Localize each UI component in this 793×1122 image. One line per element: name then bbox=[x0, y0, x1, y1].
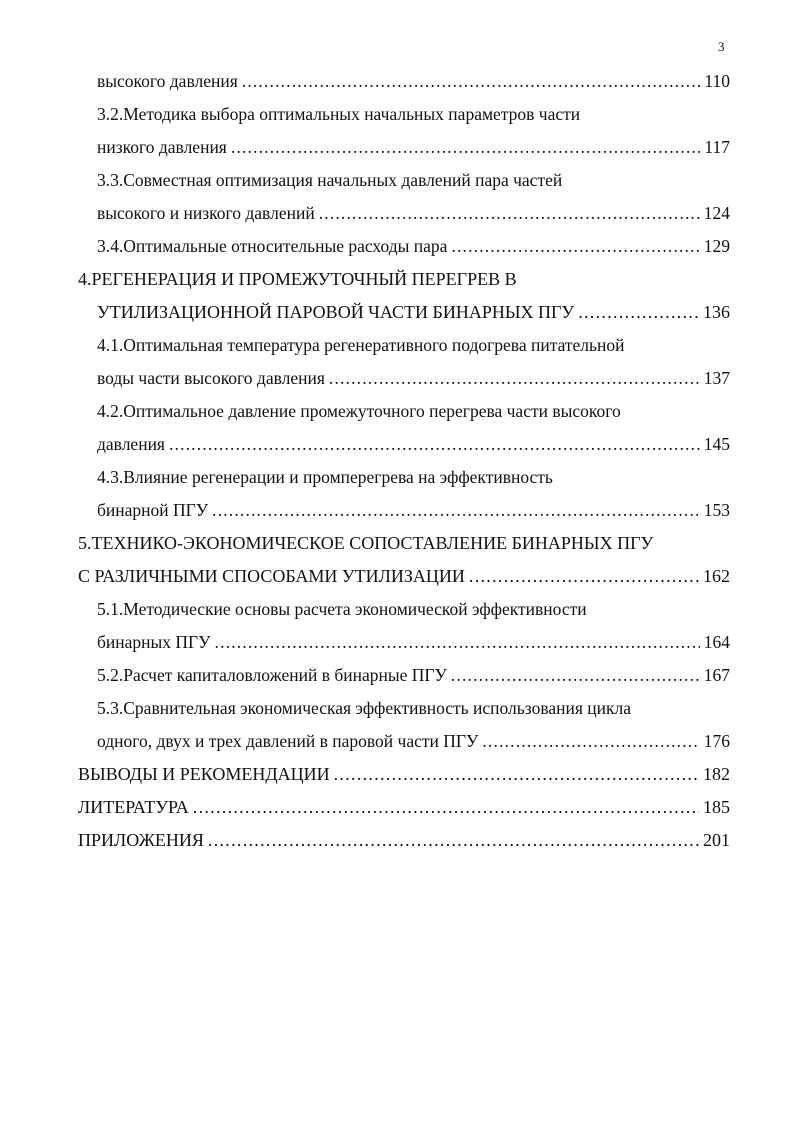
dot-leader bbox=[169, 431, 700, 457]
toc-entry-page: 137 bbox=[703, 368, 730, 388]
toc-literature[interactable] bbox=[78, 794, 730, 820]
toc-entry-3-2[interactable] bbox=[97, 101, 730, 127]
toc-entry-text: высокого и низкого давлений bbox=[97, 203, 315, 223]
toc-entry-4-3[interactable] bbox=[97, 464, 730, 490]
toc-entry-page: 182 bbox=[703, 764, 730, 784]
toc-entry-page: 136 bbox=[703, 302, 730, 322]
toc-entry-text: 3.4.Оптимальные относительные расходы пара bbox=[97, 236, 448, 256]
toc-entry-page: 129 bbox=[703, 236, 730, 256]
toc-entry-text: ПРИЛОЖЕНИЯ bbox=[78, 830, 204, 850]
dot-leader bbox=[193, 794, 699, 820]
toc-entry-text: бинарных ПГУ bbox=[97, 632, 211, 652]
dot-leader bbox=[231, 134, 701, 160]
toc-entry-text: воды части высокого давления bbox=[97, 368, 325, 388]
dot-leader bbox=[242, 68, 701, 94]
toc-entry-text: 4.2.Оптимальное давление промежуточного перегрева части высокого bbox=[97, 401, 621, 421]
toc-entry-5-1[interactable] bbox=[97, 596, 730, 622]
toc-entry-page: 153 bbox=[703, 500, 730, 520]
dot-leader bbox=[451, 662, 700, 688]
toc-entry-page: 185 bbox=[703, 797, 730, 817]
toc-appendices[interactable] bbox=[78, 827, 730, 853]
toc-entry-page: 167 bbox=[703, 665, 730, 685]
dot-leader bbox=[329, 365, 700, 391]
dot-leader bbox=[578, 299, 699, 325]
toc-chapter-4[interactable] bbox=[78, 266, 730, 292]
toc-entry-4-1[interactable] bbox=[97, 332, 730, 358]
dot-leader bbox=[482, 728, 699, 754]
toc-entry-page: 124 bbox=[703, 203, 730, 223]
dot-leader bbox=[212, 497, 700, 523]
toc-entry-text: высокого давления bbox=[97, 71, 238, 91]
toc-entry-4-3-end[interactable] bbox=[97, 497, 730, 523]
toc-entry-5-1-end[interactable] bbox=[97, 629, 730, 655]
dot-leader bbox=[208, 827, 699, 853]
toc-entry-4-2-end[interactable] bbox=[97, 431, 730, 457]
toc-entry-text: ЛИТЕРАТУРА bbox=[78, 797, 189, 817]
toc-entry-text: С РАЗЛИЧНЫМИ СПОСОБАМИ УТИЛИЗАЦИИ bbox=[78, 566, 465, 586]
dot-leader bbox=[215, 629, 700, 655]
toc-entry-text: 5.1.Методические основы расчета экономической эффективности bbox=[97, 599, 587, 619]
toc-entry-3-1-end[interactable] bbox=[97, 68, 730, 94]
toc-entry-text: 5.ТЕХНИКО-ЭКОНОМИЧЕСКОЕ СОПОСТАВЛЕНИЕ БИНАРНЫХ ПГУ bbox=[78, 533, 654, 553]
toc-entry-text: одного, двух и трех давлений в паровой части ПГУ bbox=[97, 731, 479, 751]
toc-entry-page: 201 bbox=[703, 830, 730, 850]
toc-entry-text: 5.2.Расчет капиталовложений в бинарные ПГУ bbox=[97, 665, 447, 685]
toc-entry-text: давления bbox=[97, 434, 165, 454]
toc-entry-4-1-end[interactable] bbox=[97, 365, 730, 391]
toc-entry-page: 117 bbox=[704, 137, 730, 157]
toc-chapter-5-end[interactable] bbox=[78, 563, 730, 589]
toc-conclusions[interactable] bbox=[78, 761, 730, 787]
toc-entry-page: 145 bbox=[703, 434, 730, 454]
toc-entry-3-4[interactable] bbox=[97, 233, 730, 259]
toc-entry-text: 3.2.Методика выбора оптимальных начальных параметров части bbox=[97, 104, 581, 124]
toc-entry-5-2[interactable] bbox=[97, 662, 730, 688]
toc-entry-text: 4.РЕГЕНЕРАЦИЯ И ПРОМЕЖУТОЧНЫЙ ПЕРЕГРЕВ В bbox=[78, 269, 517, 289]
toc-chapter-4-end[interactable] bbox=[97, 299, 730, 325]
dot-leader bbox=[334, 761, 699, 787]
toc-entry-3-3[interactable] bbox=[97, 167, 730, 193]
toc-entry-text: УТИЛИЗАЦИОННОЙ ПАРОВОЙ ЧАСТИ БИНАРНЫХ ПГУ bbox=[97, 302, 575, 322]
page-number: 3 bbox=[718, 39, 725, 54]
toc-entry-page: 176 bbox=[703, 731, 730, 751]
toc-entry-text: ВЫВОДЫ И РЕКОМЕНДАЦИИ bbox=[78, 764, 330, 784]
toc-entry-text: низкого давления bbox=[97, 137, 227, 157]
toc-entry-page: 162 bbox=[703, 566, 730, 586]
toc-entry-text: бинарной ПГУ bbox=[97, 500, 209, 520]
toc-chapter-5[interactable] bbox=[78, 530, 730, 556]
dot-leader bbox=[451, 233, 699, 259]
toc-entry-3-2-end[interactable] bbox=[97, 134, 730, 160]
dot-leader bbox=[319, 200, 700, 226]
toc-entry-5-3-end[interactable] bbox=[97, 728, 730, 754]
toc-entry-text: 4.1.Оптимальная температура регенеративного подогрева питательной bbox=[97, 335, 625, 355]
toc-entry-page: 164 bbox=[703, 632, 730, 652]
toc-entry-text: 5.3.Сравнительная экономическая эффективность использования цикла bbox=[97, 698, 632, 718]
toc-entry-3-3-end[interactable] bbox=[97, 200, 730, 226]
dot-leader bbox=[469, 563, 699, 589]
toc-entry-4-2[interactable] bbox=[97, 398, 730, 424]
toc-entry-page: 110 bbox=[704, 71, 730, 91]
toc-entry-text: 3.3.Совместная оптимизация начальных давлений пара частей bbox=[97, 170, 563, 190]
toc-entry-text: 4.3.Влияние регенерации и промперегрева на эффективность bbox=[97, 467, 553, 487]
toc-entry-5-3[interactable] bbox=[97, 695, 730, 721]
